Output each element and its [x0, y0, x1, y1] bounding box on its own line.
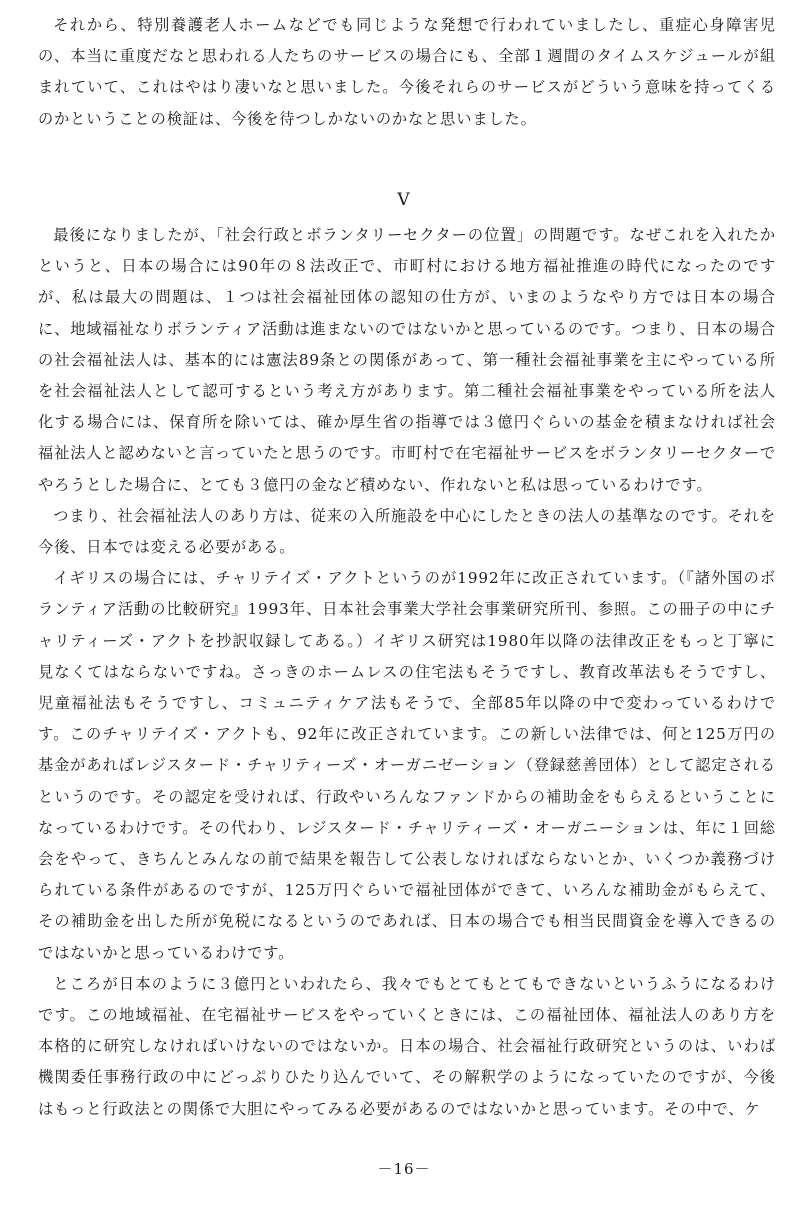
- section-heading: V: [397, 190, 411, 210]
- paragraph: ところが日本のように３億円といわれたら、我々でもとてもとてもできないというふうになるわけです。この地域福祉、在宅福祉サービスをやっていくときには、この福祉団体、福祉法人のあり方を本格的に研究しなければいけないのではないか。日本の場合、社会福祉行政研究というのは、いわば機関委任事務行政の中にどっぷりひたり込んでいて、その解釈学のようになっていたのですが、今後はもっと行政法との関係で大胆にやってみる必要があるのではないかと思っています。その中で、ケ: [38, 974, 776, 1118]
- paragraph: イギリスの場合には、チャリテイズ・アクトというのが1992年に改正されています。（『諸外国のボランティア活動の比較研究』1993年、日本社会事業大学社会事業研究所刊、参照。この冊子の中にチャリティーズ・アクトを抄訳収録してある。）イギリス研究は1980年以降の法律改正をもっと丁寧に見なくてはならないですね。さっきのホームレスの住宅法もそうですし、教育改革法もそうですし、児童福祉法もそうですし、コミュニティケア法もそうで、全部85年以降の中で変わっているわけです。このチャリテイズ・アクトも、92年に改正されています。この新しい法律では、何と125万円の基金があればレジスタード・チャリティーズ・オーガニゼーション（登録慈善団体）として認定されるというのです。その認定を受ければ、行政やいろんなファンドからの補助金をもらえるということになっているわけです。その代わり、レジスタード・チャリティーズ・オーガニーションは、年に１回総会をやって、きちんとみんなの前で結果を報告して公表しなければならないとか、いくつか義務づけられている条件があるのですが、125万円ぐらいで福祉団体ができて、いろんな補助金がもらえて、その補助金を出した所が免税になるというのであれば、日本の場合でも相当民間資金を導入できるのではないかと思っているわけです。: [38, 569, 776, 962]
- paragraph: それから、特別養護老人ホームなどでも同じような発想で行われていましたし、重症心身障害児の、本当に重度だなと思われる人たちのサービスの場合にも、全部１週間のタイムスケジュールが組まれていて、これはやはり凄いなと思いました。今後それらのサービスがどういう意味を持ってくるのかということの検証は、今後を待つしかないのかなと思いました。: [38, 16, 776, 128]
- page-number: －16－: [377, 1160, 431, 1178]
- paragraph: つまり、社会福祉法人のあり方は、従来の入所施設を中心にしたときの法人の基準なのです。それを今後、日本では変える必要がある。: [38, 506, 776, 557]
- body-text-main: [38, 220, 776, 1125]
- paragraph: 最後になりましたが、「社会行政とボランタリーセクターの位置」の問題です。なぜこれを入れたかというと、日本の場合には90年の８法改正で、市町村における地方福祉推進の時代になったのですが、私は最大の問題は、１つは社会福祉団体の認知の仕方が、いまのようなやり方では日本の場合に、地域福祉なりボランティア活動は進まないのではないかと思っているのです。つまり、日本の場合の社会福祉法人は、基本的には憲法89条との関係があって、第一種社会福祉事業を主にやっている所を社会福祉法人として認可するという考え方があります。第二種社会福祉事業をやっている所を法人化する場合には、保育所を除いては、確か厚生省の指導では３億円ぐらいの基金を積まなければ社会福祉法人と認めないと言っていたと思うのです。市町村で在宅福祉サービスをボランタリーセクターでやろうとした場合に、とても３億円の金など積めない、作れないと私は思っているわけです。: [38, 226, 776, 494]
- body-text-top: [38, 10, 776, 135]
